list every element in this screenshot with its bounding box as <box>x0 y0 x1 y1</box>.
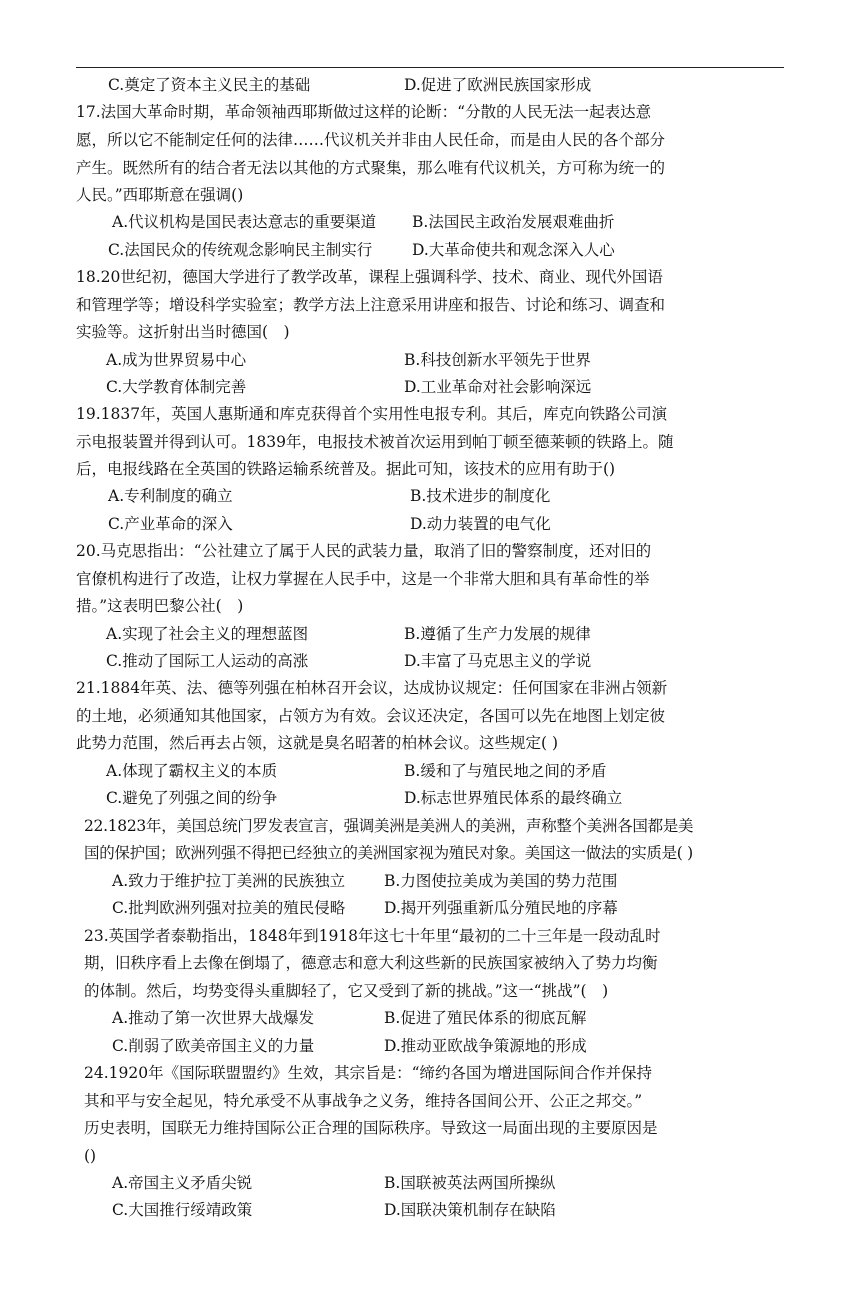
option-c: C.避免了列强之间的纷争 <box>106 789 278 807</box>
option-c: C.大国推行绥靖政策 <box>112 1201 253 1219</box>
option-c: C.批判欧洲列强对拉美的殖民侵略 <box>112 899 346 917</box>
option-b: B.科技创新水平领先于世界 <box>404 351 591 369</box>
option-d: D.促进了欧洲民族国家形成 <box>404 76 592 94</box>
option-b: B.遵循了生产力发展的规律 <box>404 625 591 643</box>
option-d: D.国联决策机制存在缺陷 <box>384 1201 556 1219</box>
question-stem-line: 21.1884年英、法、德等列强在柏林召开会议，达成协议规定：任何国家在非洲占领新 <box>76 679 668 697</box>
question-stem-line: 24.1920年《国际联盟盟约》生效，其宗旨是：“缔约各国为增进国际间合作并保持 <box>84 1064 653 1082</box>
question-stem-line: 其和平与安全起见，特允承受不从事战争之义务，维持各国间公开、公正之邦交。” <box>84 1092 643 1110</box>
option-b: B.技术进步的制度化 <box>410 487 551 505</box>
question-stem-line: 22.1823年，美国总统门罗发表宣言，强调美洲是美洲人的美洲，声称整个美洲各国都是美 <box>84 817 694 835</box>
option-c: C.奠定了资本主义民主的基础 <box>108 76 311 94</box>
option-d: D.动力装置的电气化 <box>410 515 551 533</box>
option-a: A.成为世界贸易中心 <box>106 351 247 369</box>
question-stem-line: 措。”这表明巴黎公社( ) <box>76 597 244 615</box>
option-a: A.专利制度的确立 <box>108 487 233 505</box>
option-c: C.法国民众的传统观念影响民主制实行 <box>108 241 373 259</box>
question-stem-line: 示电报装置并得到认可。1839年，电报技术被首次运用到帕丁顿至德莱顿的铁路上。随 <box>76 433 674 451</box>
option-a: A.实现了社会主义的理想蓝图 <box>106 625 309 643</box>
option-b: B.力图使拉美成为美国的势力范围 <box>384 872 618 890</box>
option-d: D.大革命使共和观念深入人心 <box>412 241 615 259</box>
option-a: A.体现了霸权主义的本质 <box>106 762 278 780</box>
header-rule <box>76 67 784 68</box>
option-b: B.国联被英法两国所操纵 <box>384 1174 556 1192</box>
option-a: A.致力于维护拉丁美洲的民族独立 <box>112 872 346 890</box>
option-a: A.推动了第一次世界大战爆发 <box>112 1009 315 1027</box>
option-d: D.推动亚欧战争策源地的形成 <box>384 1037 587 1055</box>
question-stem-line: 此势力范围，然后再去占领，这就是臭名昭著的柏林会议。这些规定( ) <box>76 734 559 752</box>
option-d: D.标志世界殖民体系的最终确立 <box>404 789 623 807</box>
question-stem-line: 和管理学等；增设科学实验室；教学方法上注意采用讲座和报告、讨论和练习、调查和 <box>76 296 666 314</box>
question-stem-line: 愿，所以它不能制定任何的法律……代议机关并非由人民任命，而是由人民的各个部分 <box>76 131 666 149</box>
option-c: C.推动了国际工人运动的高涨 <box>106 652 309 670</box>
question-stem-line: 实验等。这折射出当时德国( ) <box>76 323 290 341</box>
question-stem-line: 23.英国学者泰勒指出，1848年到1918年这七十年里“最初的二十三年是一段动乱时 <box>84 927 661 945</box>
question-stem-line: 历史表明，国联无力维持国际公正合理的国际秩序。导致这一局面出现的主要原因是 <box>84 1119 658 1137</box>
option-d: D.工业革命对社会影响深远 <box>404 378 592 396</box>
question-stem-line: () <box>84 1147 97 1165</box>
question-stem-line: 后，电报线路在全英国的铁路运输系统普及。据此可知，该技术的应用有助于() <box>76 460 616 478</box>
option-d: D.揭开列强重新瓜分殖民地的序幕 <box>384 899 618 917</box>
option-c: C.大学教育体制完善 <box>106 378 247 396</box>
question-stem-line: 19.1837年，英国人惠斯通和库克获得首个实用性电报专利。其后，库克向铁路公司演 <box>76 405 668 423</box>
question-stem-line: 期，旧秩序看上去像在倒塌了，德意志和意大利这些新的民族国家被纳入了势力均衡 <box>84 954 658 972</box>
question-stem-line: 人民。”西耶斯意在强调() <box>76 186 244 204</box>
question-stem-line: 的土地，必须通知其他国家，占领方为有效。会议还决定，各国可以先在地图上划定彼 <box>76 707 666 725</box>
option-b: B.缓和了与殖民地之间的矛盾 <box>404 762 607 780</box>
question-stem-line: 18.20世纪初，德国大学进行了教学改革，课程上强调科学、技术、商业、现代外国语 <box>76 268 663 286</box>
question-stem-line: 官僚机构进行了改造，让权力掌握在人民手中，这是一个非常大胆和具有革命性的举 <box>76 570 650 588</box>
option-a: A.代议机构是国民表达意志的重要渠道 <box>112 213 377 231</box>
option-a: A.帝国主义矛盾尖锐 <box>112 1174 253 1192</box>
question-stem-line: 产生。既然所有的结合者无法以其他的方式聚集，那么唯有代议机关，方可称为统一的 <box>76 159 666 177</box>
question-stem-line: 17.法国大革命时期，革命领袖西耶斯做过这样的论断：“分散的人民无法一起表达意 <box>76 103 652 121</box>
option-d: D.丰富了马克思主义的学说 <box>404 652 592 670</box>
option-b: B.法国民主政治发展艰难曲折 <box>412 213 615 231</box>
question-stem-line: 国的保护国；欧洲列强不得把已经独立的美洲国家视为殖民对象。美国这一做法的实质是( ) <box>84 844 693 862</box>
option-c: C.产业革命的深入 <box>108 515 233 533</box>
option-c: C.削弱了欧美帝国主义的力量 <box>112 1037 315 1055</box>
question-stem-line: 的体制。然后，均势变得头重脚轻了，它又受到了新的挑战。”这一“挑战”( ) <box>84 982 609 1000</box>
option-b: B.促进了殖民体系的彻底瓦解 <box>384 1009 587 1027</box>
question-stem-line: 20.马克思指出：“公社建立了属于人民的武装力量，取消了旧的警察制度，还对旧的 <box>76 542 652 560</box>
